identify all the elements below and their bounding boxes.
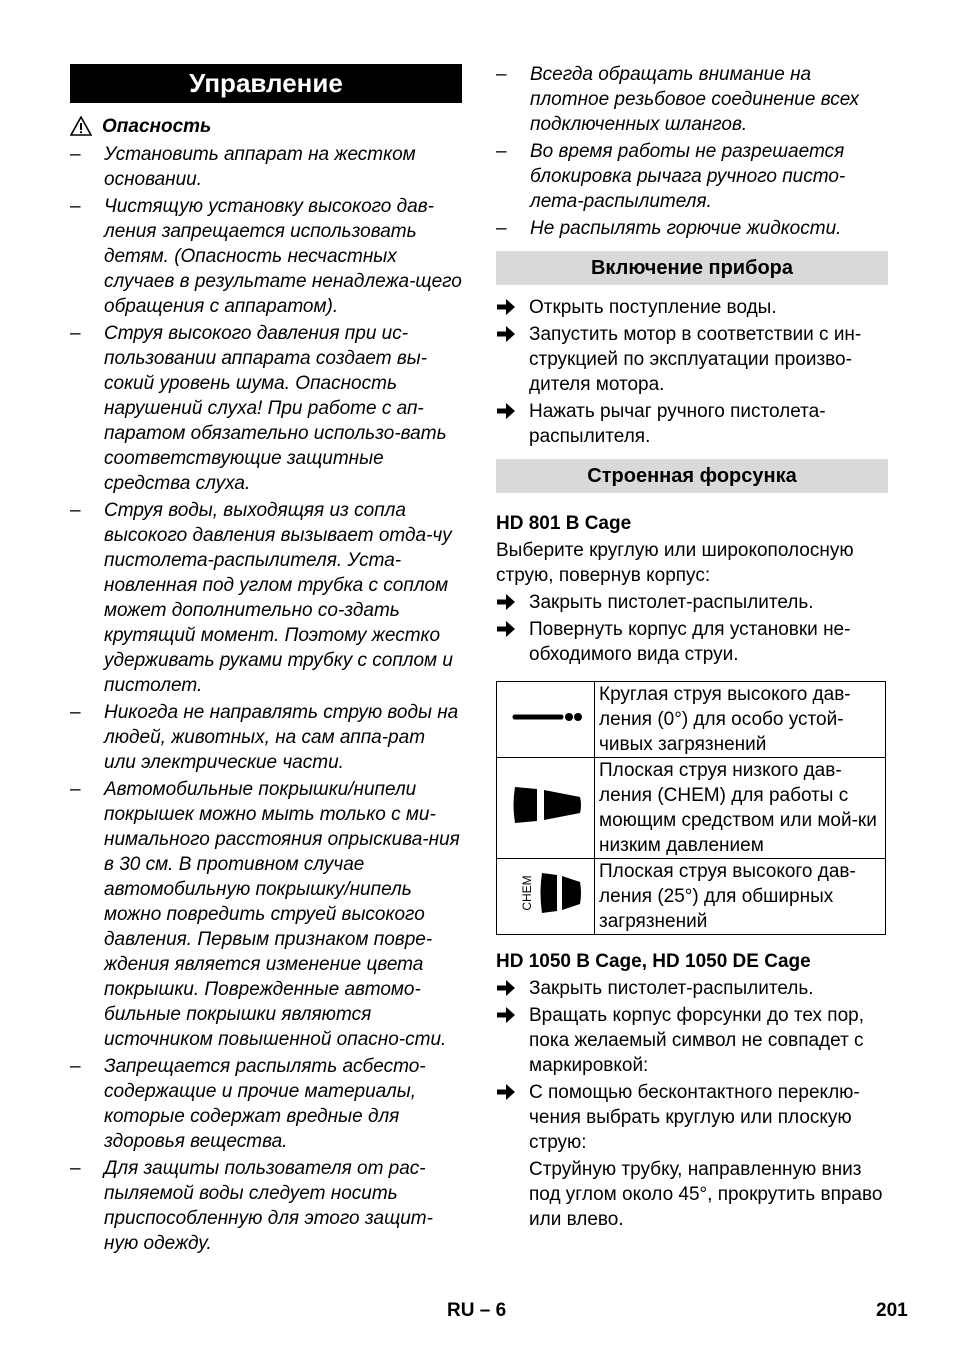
- arrow-right-icon: [497, 594, 515, 610]
- step-item: Нажать рычаг ручного пистолета-распылителя.: [496, 399, 888, 449]
- arrow-right-icon: [497, 621, 515, 637]
- section-title: Управление: [70, 64, 462, 103]
- list-item: – Запрещается распылять асбесто-содержащие и прочие материалы, которые содержат вредные для здоровья вещества.: [70, 1054, 462, 1154]
- table-cell: [497, 859, 595, 935]
- danger-heading: [70, 113, 462, 139]
- model-heading: HD 801 B Cage: [496, 513, 632, 534]
- table-cell: Плоская струя высокого дав-ления (25°) для обширных загрязнений: [595, 859, 886, 935]
- intro-text: Выберите круглую или широкополосную струю, повернув корпус:: [496, 540, 854, 586]
- footer-language-page: RU – 6: [447, 1300, 507, 1321]
- model2-steps: [496, 976, 888, 1155]
- arrow-right-icon: [497, 980, 515, 996]
- startup-heading: Включение прибора: [496, 251, 888, 285]
- table-row: [497, 682, 886, 758]
- startup-steps: [496, 295, 888, 449]
- safety-list: [70, 142, 462, 1256]
- flat-jet-high-pressure-icon: [510, 863, 582, 923]
- page-number: 201: [876, 1300, 908, 1321]
- list-item: – Никогда не направлять струю воды на людей, животных, на сам аппа-рат или электрические части.: [70, 700, 462, 775]
- step-item: Закрыть пистолет-распылитель.: [496, 590, 888, 615]
- arrow-right-icon: [497, 1007, 515, 1023]
- model-heading: HD 1050 B Cage, HD 1050 DE Cage: [496, 951, 811, 972]
- arrow-right-icon: [497, 1084, 515, 1100]
- list-item: – Не распылять горючие жидкости.: [496, 216, 888, 241]
- step-item: Запустить мотор в соответствии с ин-струкцией по эксплуатации произво-дителя мотора.: [496, 322, 888, 397]
- list-item: – Автомобильные покрышки/нипели покрышек можно мыть только с ми-нимального расстояния опрыскива-ния в 30 см. В противном случае автомобильную покрышку/нипель можно повредить струей высокого давления. Первым признаком повре-ждения является изменение цвета покрышки. Поврежденные автомо-бильные покрышки являются источником повышенной опасно-сти.: [70, 777, 462, 1052]
- model1-steps: [496, 590, 888, 667]
- list-item: – Установить аппарат на жестком основании.: [70, 142, 462, 192]
- danger-label: Опасность: [102, 115, 212, 137]
- step-item: Повернуть корпус для установки не-обходимого вида струи.: [496, 617, 888, 667]
- list-item: – Во время работы не разрешается блокировка рычага ручного писто-лета-распылителя.: [496, 139, 888, 214]
- list-item: – Для защиты пользователя от рас-пыляемой воды следует носить приспособленную для этого защит-ную одежду.: [70, 1156, 462, 1256]
- left-column: [70, 60, 462, 1256]
- table-cell: Круглая струя высокого дав-ления (0°) для особо устой-чивых загрязнений: [595, 682, 886, 758]
- table-row: [497, 758, 886, 859]
- jet-type-table: [496, 681, 886, 935]
- table-row: [497, 859, 886, 935]
- list-item: – Струя высокого давления при ис-пользовании аппарата создает вы-сокий уровень шума. Опасность нарушений слуха! При работе с ап-паратом обязательно использо-вать соответствующие защитные средства слуха.: [70, 321, 462, 496]
- flat-jet-low-pressure-icon: [510, 780, 582, 830]
- step-item: Вращать корпус форсунки до тех пор, пока желаемый символ не совпадет с маркировкой:: [496, 1003, 888, 1078]
- list-item: – Всегда обращать внимание на плотное резьбовое соединение всех подключенных шлангов.: [496, 62, 888, 137]
- nozzle-heading: Строенная форсунка: [496, 459, 888, 493]
- step-item: Закрыть пистолет-распылитель.: [496, 976, 888, 1001]
- table-cell: Плоская струя низкого дав-ления (CHEM) для работы с моющим средством или мой-ки низким давлением: [595, 758, 886, 859]
- table-cell: [497, 682, 595, 758]
- warning-icon: [70, 116, 92, 136]
- right-column: [496, 60, 888, 1232]
- safety-list-continued: [496, 62, 888, 241]
- chem-icon-label: CHEM: [519, 875, 534, 911]
- round-jet-icon: [510, 709, 582, 725]
- step-item: С помощью бесконтактного переклю-чения выбрать круглую или плоскую струю:: [496, 1080, 888, 1155]
- list-item: – Чистящую установку высокого дав-ления запрещается использовать детям. (Опасность несчастных случаев в результате ненадлежа-щего обращения с аппаратом).: [70, 194, 462, 319]
- step-item: Открыть поступление воды.: [496, 295, 888, 320]
- list-item: – Струя воды, выходящяя из сопла высокого давления вызывает отда-чу пистолета-распылителя. Уста-новленная под углом трубка с соплом может дополнительно со-здать крутящий момент. Поэтому жестко удерживать руками трубку с соплом и пистолет.: [70, 498, 462, 698]
- arrow-right-icon: [497, 299, 515, 315]
- note-text: Струйную трубку, направленную вниз под углом около 45°, прокрутить вправо или влево.: [529, 1159, 883, 1230]
- arrow-right-icon: [497, 403, 515, 419]
- table-cell: [497, 758, 595, 859]
- arrow-right-icon: [497, 326, 515, 342]
